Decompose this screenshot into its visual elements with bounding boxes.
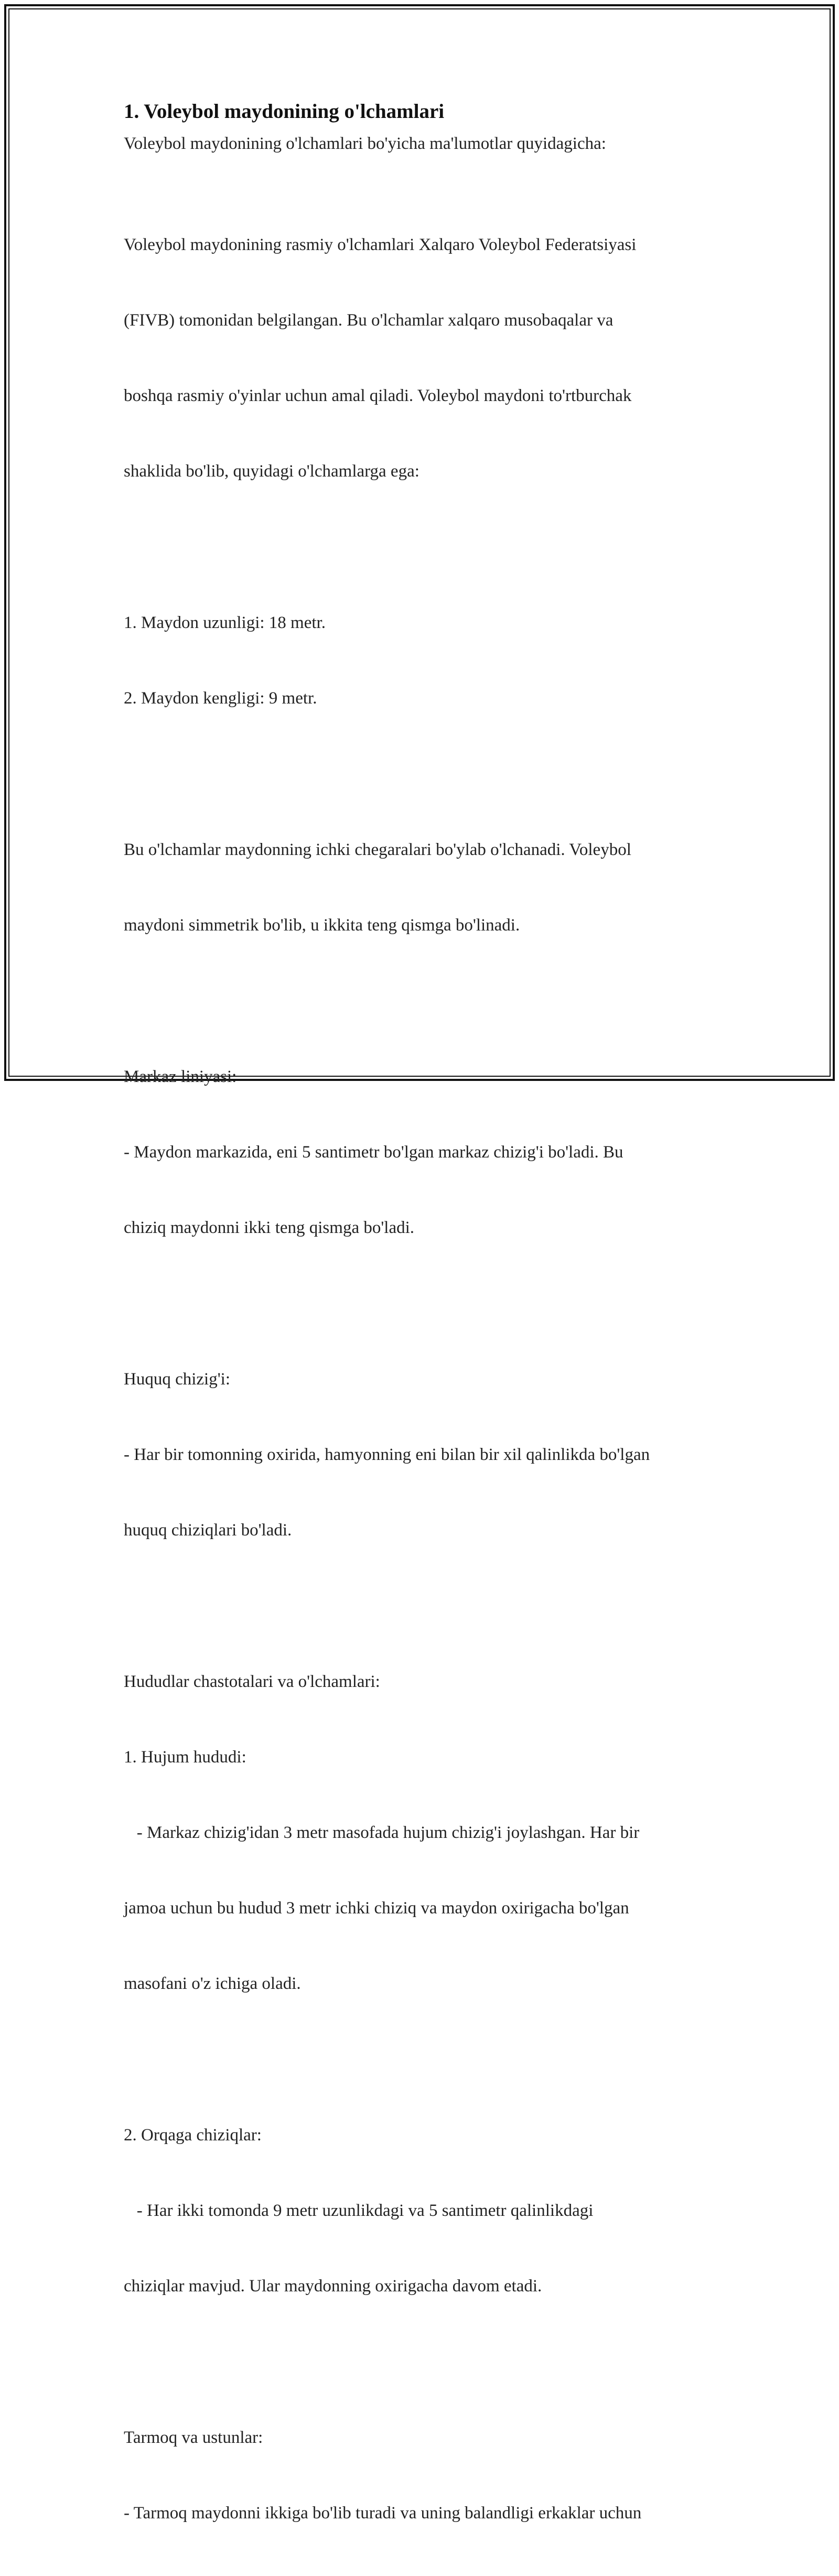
text-line: boshqa rasmiy o'yinlar uchun amal qiladi. Voleybol maydoni to'rtburchak [124, 386, 632, 405]
list-item: 2. Maydon kengligi: 9 metr. [124, 689, 317, 708]
text-line: (FIVB) tomonidan belgilangan. Bu o'lchamlar xalqaro musobaqalar va [124, 311, 614, 330]
text-line: jamoa uchun bu hudud 3 metr ichki chiziq va maydon oxirigacha bo'lgan [124, 1899, 629, 1918]
intro-paragraph: Voleybol maydonining o'lchamlari bo'yicha ma'lumotlar quyidagicha: [124, 134, 606, 153]
text-line: - Maydon markazida, eni 5 santimetr bo'lgan markaz chizig'i bo'ladi. Bu [124, 1143, 623, 1162]
subheading: Markaz liniyasi: [124, 1067, 237, 1086]
right-line-section [124, 1316, 727, 1593]
document-body [124, 98, 727, 2576]
text-line: chiziq maydonni ikki teng qismga bo'ladi. [124, 1218, 415, 1237]
subheading: Hududlar chastotalari va o'lchamlari: [124, 1672, 380, 1691]
text-line: Voleybol maydonining rasmiy o'lchamlari Xalqaro Voleybol Federatsiyasi [124, 235, 637, 254]
list-item: 1. Hujum hududi: [124, 1748, 246, 1767]
paragraph-gap [124, 988, 727, 1014]
text-line: - Tarmoq maydonni ikkiga bo'lib turadi va uning balandligi erkaklar uchun [124, 2504, 642, 2523]
text-line: shaklida bo'lib, quyidagi o'lchamlarga ega: [124, 462, 420, 481]
zones-section [124, 1619, 727, 2047]
paragraph-gap [124, 156, 727, 182]
official-paragraph [124, 182, 727, 534]
measured-paragraph [124, 787, 727, 988]
text-line: masofani o'z ichiga oladi. [124, 1974, 301, 1993]
paragraph-gap [124, 2047, 727, 2072]
section-heading: 1. Voleybol maydonining o'lchamlari [124, 100, 445, 123]
text-line: Bu o'lchamlar maydonning ichki chegaralari bo'ylab o'lchanadi. Voleybol [124, 840, 631, 859]
subheading: Huquq chizig'i: [124, 1370, 230, 1389]
center-line-section [124, 1014, 727, 1291]
paragraph-gap [124, 534, 727, 560]
paragraph-gap [124, 761, 727, 787]
text-line: huquq chiziqlari bo'ladi. [124, 1521, 292, 1540]
subheading: Tarmoq va ustunlar: [124, 2428, 263, 2447]
back-lines-section [124, 2072, 727, 2349]
paragraph-gap [124, 2349, 727, 2375]
paragraph-gap [124, 1291, 727, 1316]
paragraph-gap [124, 1593, 727, 1619]
list-item: 2. Orqaga chiziqlar: [124, 2126, 262, 2145]
list-item: 1. Maydon uzunligi: 18 metr. [124, 613, 326, 632]
text-line: - Har bir tomonning oxirida, hamyonning eni bilan bir xil qalinlikda bo'lgan [124, 1445, 650, 1464]
text-line: - Har ikki tomonda 9 metr uzunlikdagi va 5 santimetr qalinlikdagi [124, 2201, 594, 2220]
text-line: - Markaz chizig'idan 3 metr masofada hujum chizig'i joylashgan. Har bir [124, 1823, 640, 1842]
net-section [124, 2375, 727, 2576]
text-line: maydoni simmetrik bo'lib, u ikkita teng qismga bo'linadi. [124, 916, 520, 935]
text-line: chiziqlar mavjud. Ular maydonning oxirigacha davom etadi. [124, 2277, 542, 2296]
dimensions-list [124, 560, 727, 761]
